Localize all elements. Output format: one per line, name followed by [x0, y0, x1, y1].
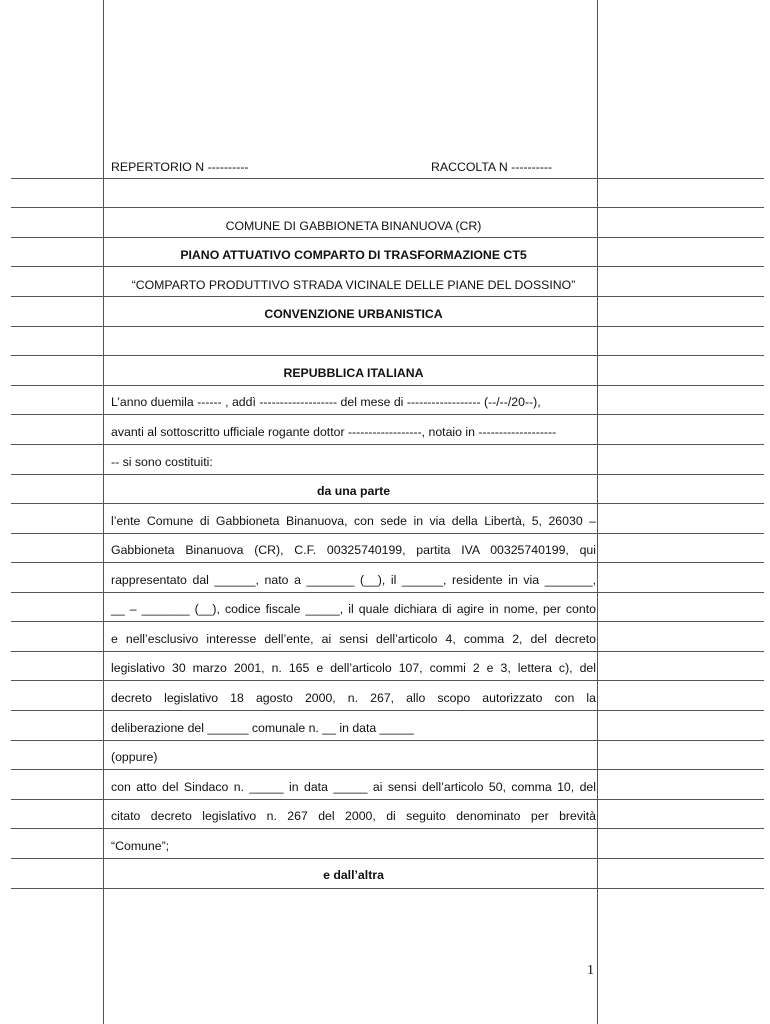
body-line: con atto del Sindaco n. _____ in data _____ ai sensi dell’articolo 50, comma 10, del — [111, 780, 596, 794]
rule-line — [11, 355, 764, 356]
page-number: 1 — [587, 963, 594, 978]
body-line: decreto legislativo 18 agosto 2000, n. 267, allo scopo autorizzato con la — [111, 691, 596, 705]
rule-line — [11, 414, 764, 415]
raccolta-number: RACCOLTA N ---------- — [431, 160, 553, 174]
rule-line — [11, 651, 764, 652]
repubblica-heading: REPUBBLICA ITALIANA — [283, 366, 424, 380]
rule-line — [11, 533, 764, 534]
body-line: (oppure) — [111, 750, 158, 764]
body-line: legislativo 30 marzo 2001, n. 165 e dell’articolo 107, commi 2 e 3, lettera c), del — [111, 661, 596, 675]
rule-line — [11, 769, 764, 770]
rule-line — [11, 326, 764, 327]
left-margin-line — [103, 0, 104, 1024]
rule-line — [11, 740, 764, 741]
rule-line — [11, 503, 764, 504]
body-line: -- si sono costituiti: — [111, 455, 213, 469]
parte-heading: e dall’altra — [323, 868, 384, 882]
comune-title: COMUNE DI GABBIONETA BINANUOVA (CR) — [225, 219, 482, 233]
body-line: avanti al sottoscritto ufficiale rogante dottor ------------------, notaio in ------------------- — [111, 425, 557, 439]
rule-line — [11, 562, 764, 563]
rule-line — [11, 266, 764, 267]
convenzione-title: CONVENZIONE URBANISTICA — [264, 307, 443, 321]
body-line: e nell’esclusivo interesse dell’ente, ai sensi dell’articolo 4, comma 2, del decreto — [111, 632, 596, 646]
rule-line — [11, 710, 764, 711]
body-line: l’ente Comune di Gabbioneta Binanuova, con sede in via della Libertà, 5, 26030 – — [111, 514, 596, 528]
rule-line — [11, 385, 764, 386]
rule-line — [11, 621, 764, 622]
body-line: L’anno duemila ------ , addì ------------------- del mese di ------------------ (--/--/20--), — [111, 395, 541, 409]
body-line: rappresentato dal ______, nato a _______ (__), il ______, residente in via _______, — [111, 573, 596, 587]
body-line: citato decreto legislativo n. 267 del 2000, di seguito denominato per brevità — [111, 809, 596, 823]
parte-heading: da una parte — [316, 484, 391, 498]
rule-line — [11, 474, 764, 475]
rule-line — [11, 592, 764, 593]
rule-line — [11, 178, 764, 179]
body-line: “Comune”; — [111, 839, 170, 853]
rule-line — [11, 444, 764, 445]
piano-title: PIANO ATTUATIVO COMPARTO DI TRASFORMAZIONE CT5 — [180, 248, 527, 262]
rule-line — [11, 888, 764, 889]
right-margin-line — [597, 0, 598, 1024]
repertorio-number: REPERTORIO N ---------- — [111, 160, 249, 174]
rule-line — [11, 680, 764, 681]
body-line: Gabbioneta Binanuova (CR), C.F. 00325740199, partita IVA 00325740199, qui — [111, 543, 596, 557]
rule-line — [11, 799, 764, 800]
rule-line — [11, 237, 764, 238]
comparto-title: “COMPARTO PRODUTTIVO STRADA VICINALE DELLE PIANE DEL DOSSINO” — [131, 278, 576, 292]
rule-line — [11, 207, 764, 208]
body-line: deliberazione del ______ comunale n. __ in data _____ — [111, 721, 414, 735]
rule-line — [11, 858, 764, 859]
body-line: __ – _______ (__), codice fiscale _____, il quale dichiara di agire in nome, per conto — [111, 602, 596, 616]
rule-line — [11, 828, 764, 829]
rule-line — [11, 296, 764, 297]
